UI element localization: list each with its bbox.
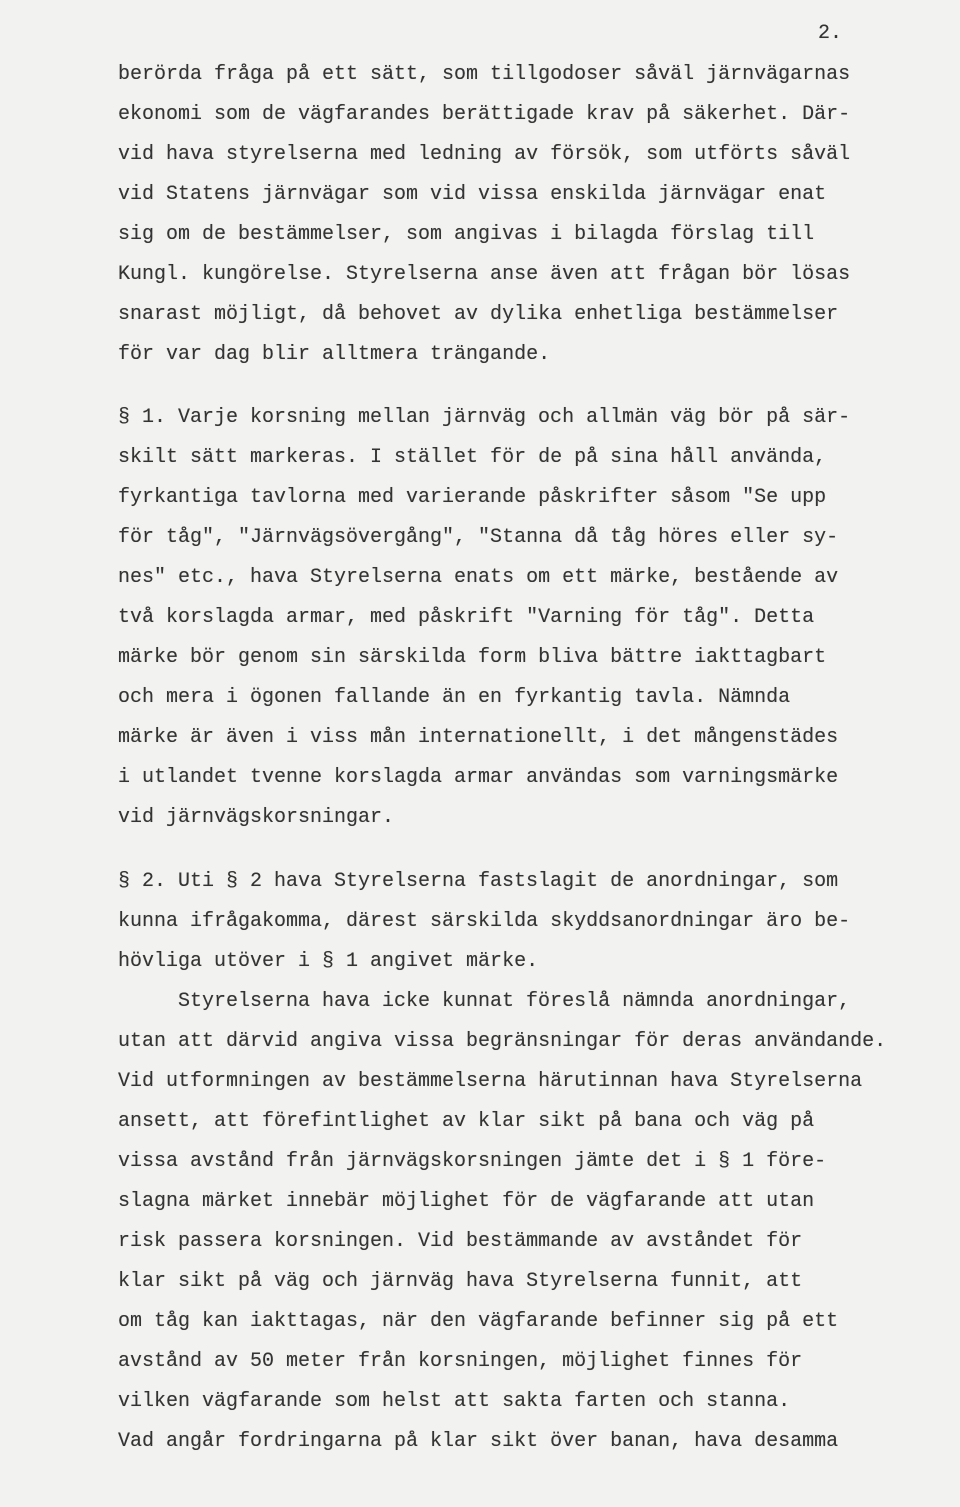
section-2-label: § 2. bbox=[118, 870, 167, 893]
text-line: sig om de bestämmelser, som angivas i bilagda förslag till bbox=[118, 223, 815, 246]
text-line: Kungl. kungörelse. Styrelserna anse även att frågan bör lösas bbox=[118, 263, 851, 286]
text-line: Vid utformningen av bestämmelserna härutinnan hava Styrelserna bbox=[118, 1070, 863, 1093]
text-line: snarast möjligt, då behovet av dylika enhetliga bestämmelser bbox=[118, 303, 839, 326]
text-line: vid hava styrelserna med ledning av försök, som utförts såväl bbox=[118, 143, 851, 166]
text-line: skilt sätt markeras. I stället för de på sina håll använda, bbox=[118, 446, 827, 469]
intro-paragraph bbox=[0, 55, 960, 375]
text-line: vid Statens järnvägar som vid vissa enskilda järnvägar enat bbox=[118, 183, 827, 206]
text-line: och mera i ögonen fallande än en fyrkantig tavla. Nämnda bbox=[118, 686, 791, 709]
section-2-paragraph-1 bbox=[118, 862, 918, 982]
text-line: utan att därvid angiva vissa begränsningar för deras användande. bbox=[118, 1030, 887, 1053]
text-line: märke är även i viss mån internationellt, i det mångenstädes bbox=[118, 726, 839, 749]
text-line: klar sikt på väg och järnväg hava Styrelserna funnit, att bbox=[118, 1270, 803, 1293]
text-line: vissa avstånd från järnvägskorsningen jämte det i § 1 före- bbox=[118, 1150, 827, 1173]
text-line: Styrelserna hava icke kunnat föreslå nämnda anordningar, bbox=[178, 990, 851, 1013]
text-line: om tåg kan iakttagas, när den vägfarande befinner sig på ett bbox=[118, 1310, 839, 1333]
text-line: Varje korsning mellan järnväg och allmän väg bör på sär- bbox=[178, 406, 851, 429]
text-line: Uti § 2 hava Styrelserna fastslagit de anordningar, som bbox=[178, 870, 839, 893]
text-line: avstånd av 50 meter från korsningen, möjlighet finnes för bbox=[118, 1350, 803, 1373]
text-line: nes" etc., hava Styrelserna enats om ett märke, bestående av bbox=[118, 566, 839, 589]
text-line: vilken vägfarande som helst att sakta farten och stanna. bbox=[118, 1390, 791, 1413]
text-line: Vad angår fordringarna på klar sikt över banan, hava desamma bbox=[118, 1430, 839, 1453]
text-line: berörda fråga på ett sätt, som tillgodoser såväl järnvägarnas bbox=[118, 63, 851, 86]
section-1 bbox=[0, 398, 960, 838]
text-line: slagna märket innebär möjlighet för de vägfarande att utan bbox=[118, 1190, 815, 1213]
text-line: vid järnvägskorsningar. bbox=[118, 806, 395, 829]
text-line: två korslagda armar, med påskrift "Varning för tåg". Detta bbox=[118, 606, 815, 629]
text-line: kunna ifrågakomma, därest särskilda skyddsanordningar äro be- bbox=[118, 910, 851, 933]
section-1-label: § 1. bbox=[118, 406, 167, 429]
text-line: hövliga utöver i § 1 angivet märke. bbox=[118, 950, 539, 973]
page-number: 2. bbox=[818, 22, 843, 45]
intro-lines bbox=[118, 55, 918, 375]
text-line: risk passera korsningen. Vid bestämmande av avståndet för bbox=[118, 1230, 803, 1253]
section-2 bbox=[0, 862, 960, 1462]
section-2-paragraph-2 bbox=[118, 982, 918, 1462]
section-1-paragraph-1 bbox=[118, 398, 918, 838]
text-line: ekonomi som de vägfarandes berättigade krav på säkerhet. Där- bbox=[118, 103, 851, 126]
text-line: i utlandet tvenne korslagda armar användas som varningsmärke bbox=[118, 766, 839, 789]
text-line: fyrkantiga tavlorna med varierande påskrifter såsom "Se upp bbox=[118, 486, 827, 509]
text-line: märke bör genom sin särskilda form bliva bättre iakttagbart bbox=[118, 646, 827, 669]
text-line: för var dag blir alltmera trängande. bbox=[118, 343, 551, 366]
text-line: för tåg", "Järnvägsövergång", "Stanna då tåg höres eller sy- bbox=[118, 526, 839, 549]
text-line: ansett, att förefintlighet av klar sikt på bana och väg på bbox=[118, 1110, 815, 1133]
